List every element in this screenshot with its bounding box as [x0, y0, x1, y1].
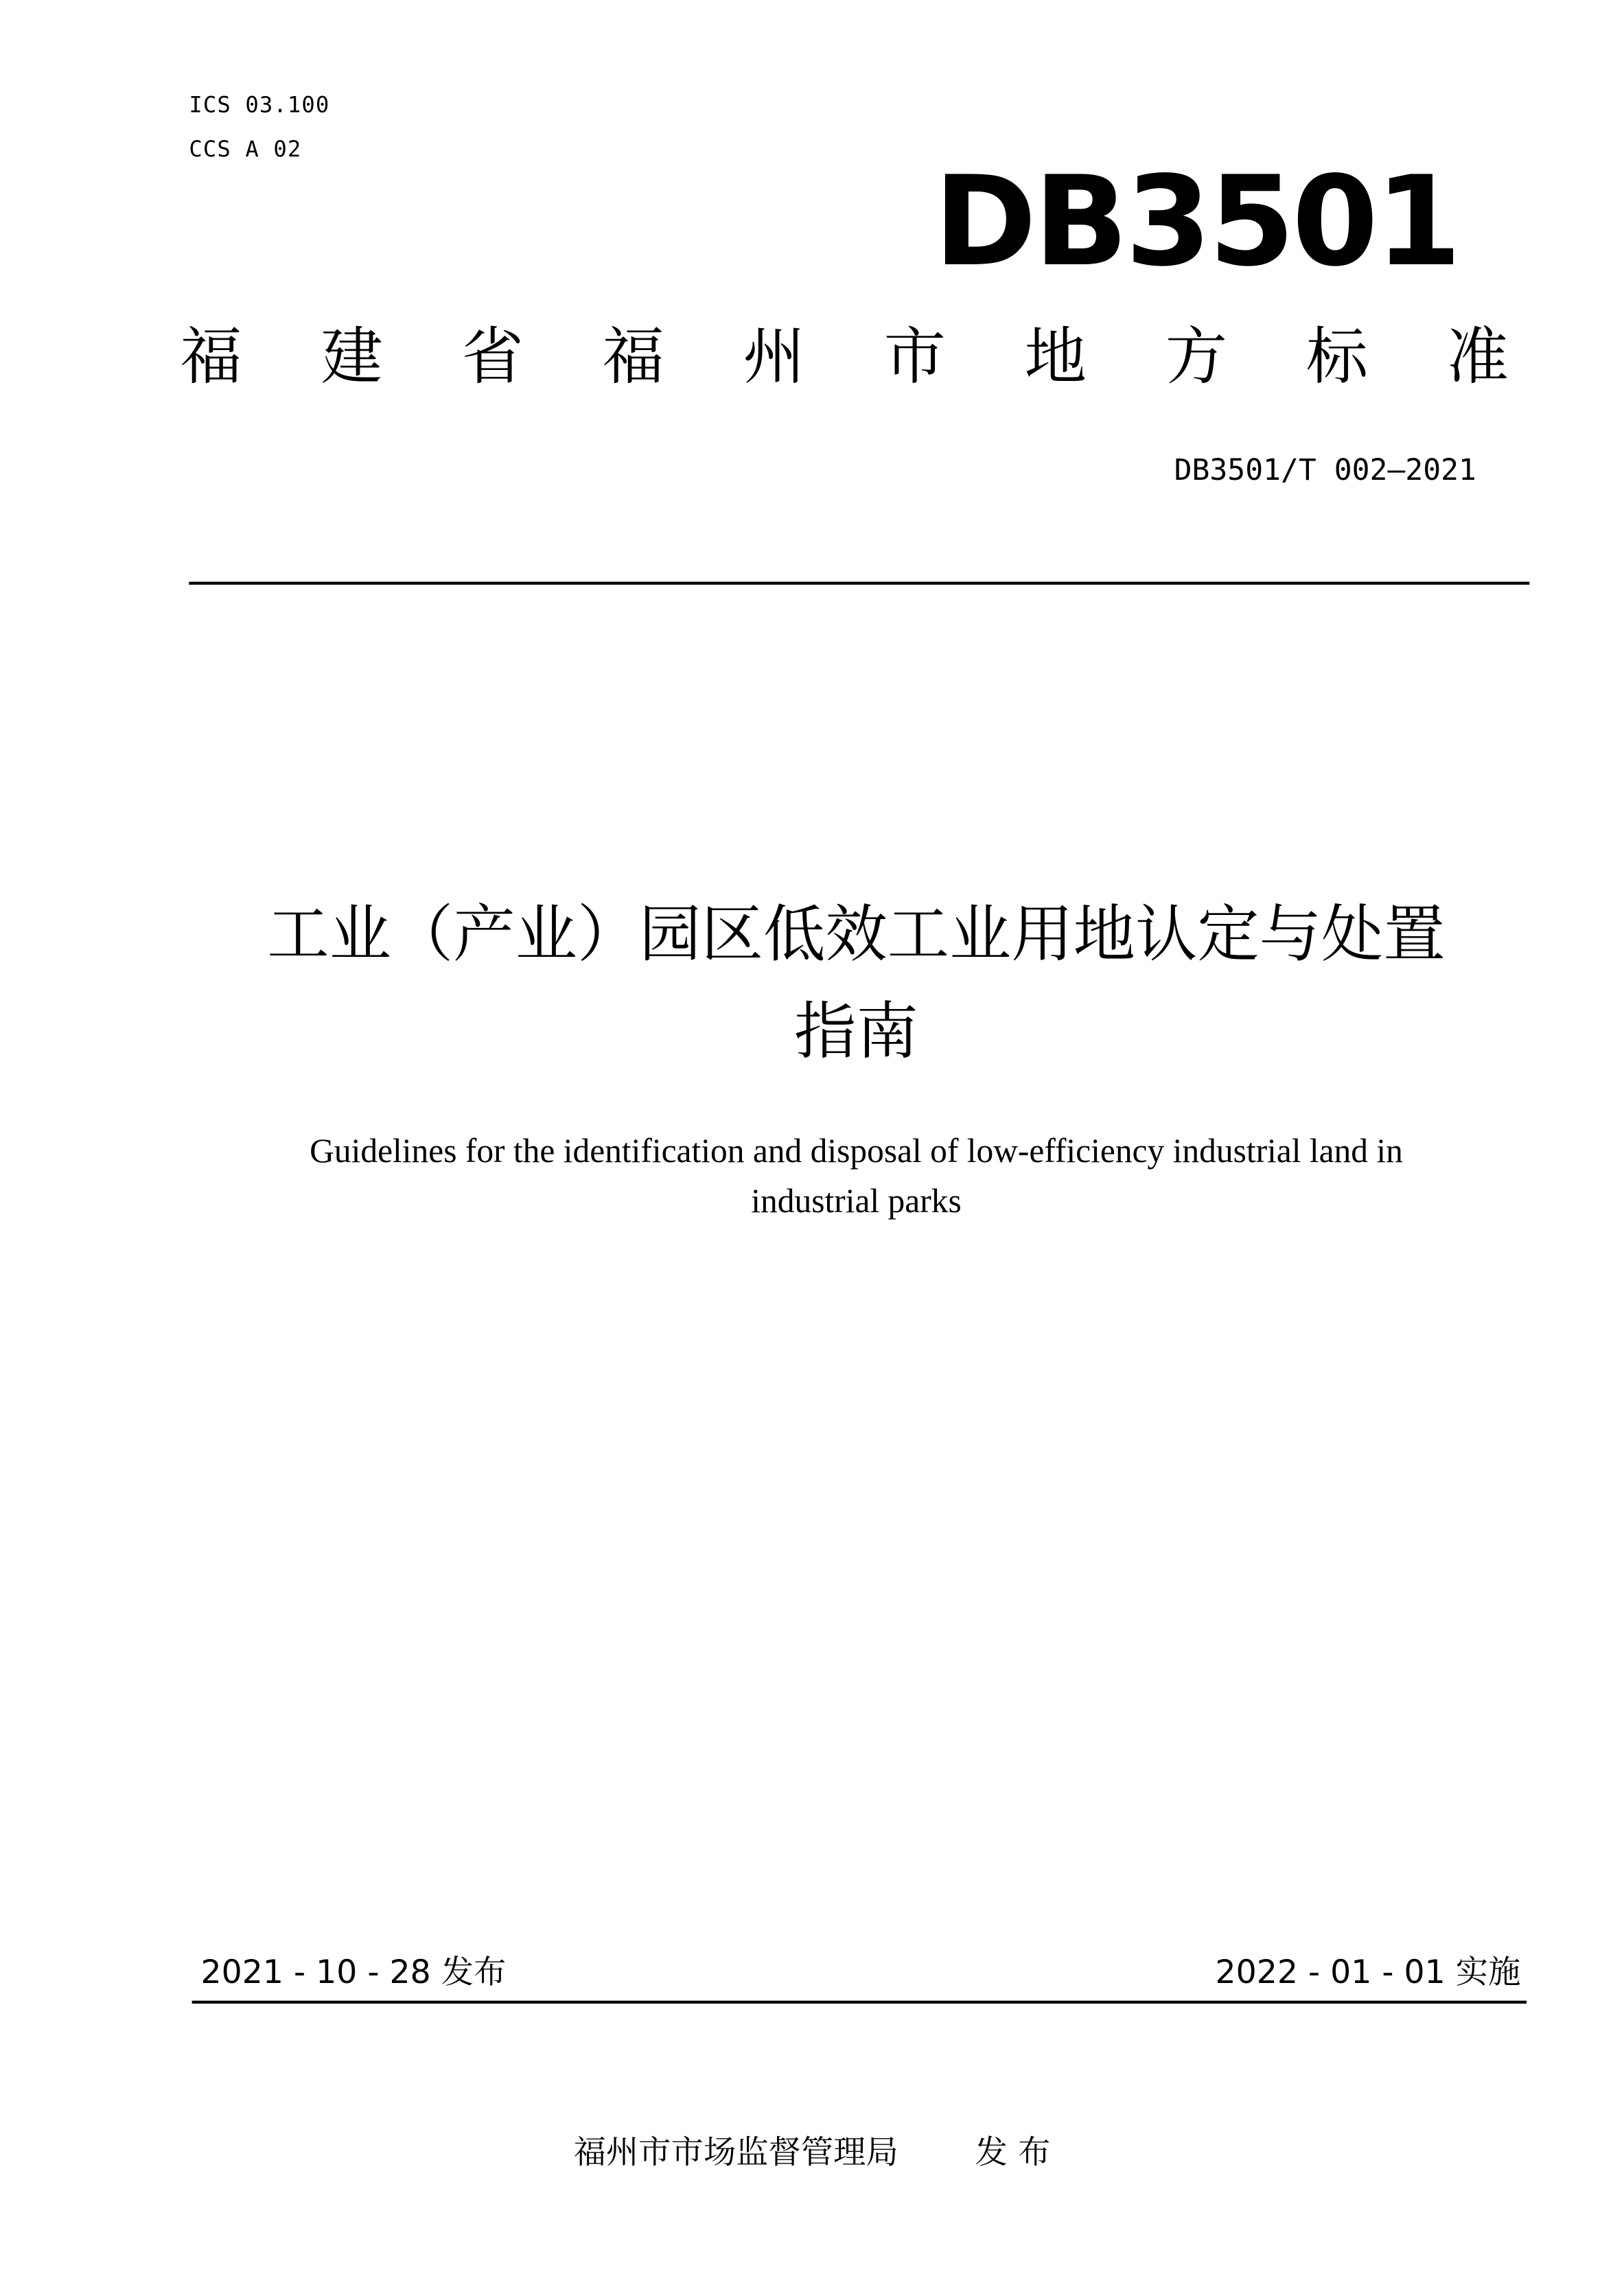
authority-char: 准 — [1446, 320, 1509, 393]
issue-date: 2021 - 10 - 28 发布 — [200, 1955, 507, 1992]
authority-char: 州 — [743, 320, 805, 393]
authority-char: 标 — [1306, 320, 1369, 393]
title-en-line1: Guidelines for the identification and disposal of low-efficiency industrial land in — [310, 1132, 1403, 1170]
authority-char: 福 — [602, 320, 664, 393]
title-cn-line2: 指南 — [794, 995, 918, 1068]
footer-divider — [192, 2001, 1527, 2004]
title-en-line2: industrial parks — [751, 1183, 962, 1220]
authority-char: 市 — [883, 320, 946, 393]
authority-char: 省 — [461, 320, 524, 393]
implementation-date: 2022 - 01 - 01 实施 — [1215, 1955, 1521, 1992]
issuer-name: 福州市市场监督管理局 — [573, 2135, 898, 2172]
title-cn-line1: 工业（产业）园区低效工业用地认定与处置 — [267, 897, 1446, 971]
db-standard-logo: DB3501 — [933, 149, 1459, 294]
authority-char: 福 — [180, 320, 242, 393]
ccs-code: CCS A 02 — [189, 135, 302, 163]
authority-char: 方 — [1165, 320, 1228, 393]
document-title-chinese — [163, 886, 1551, 1081]
publisher-line — [0, 2129, 1624, 2179]
publish-action: 发 布 — [975, 2135, 1051, 2172]
authority-char: 建 — [321, 320, 383, 393]
ics-code: ICS 03.100 — [189, 91, 330, 119]
authority-char: 地 — [1024, 320, 1087, 393]
document-title-english — [207, 1126, 1506, 1227]
classification-codes — [189, 82, 329, 171]
header-divider — [189, 582, 1529, 585]
standard-number: DB3501/T 002—2021 — [1174, 452, 1476, 487]
issuing-authority-title — [180, 316, 1509, 398]
